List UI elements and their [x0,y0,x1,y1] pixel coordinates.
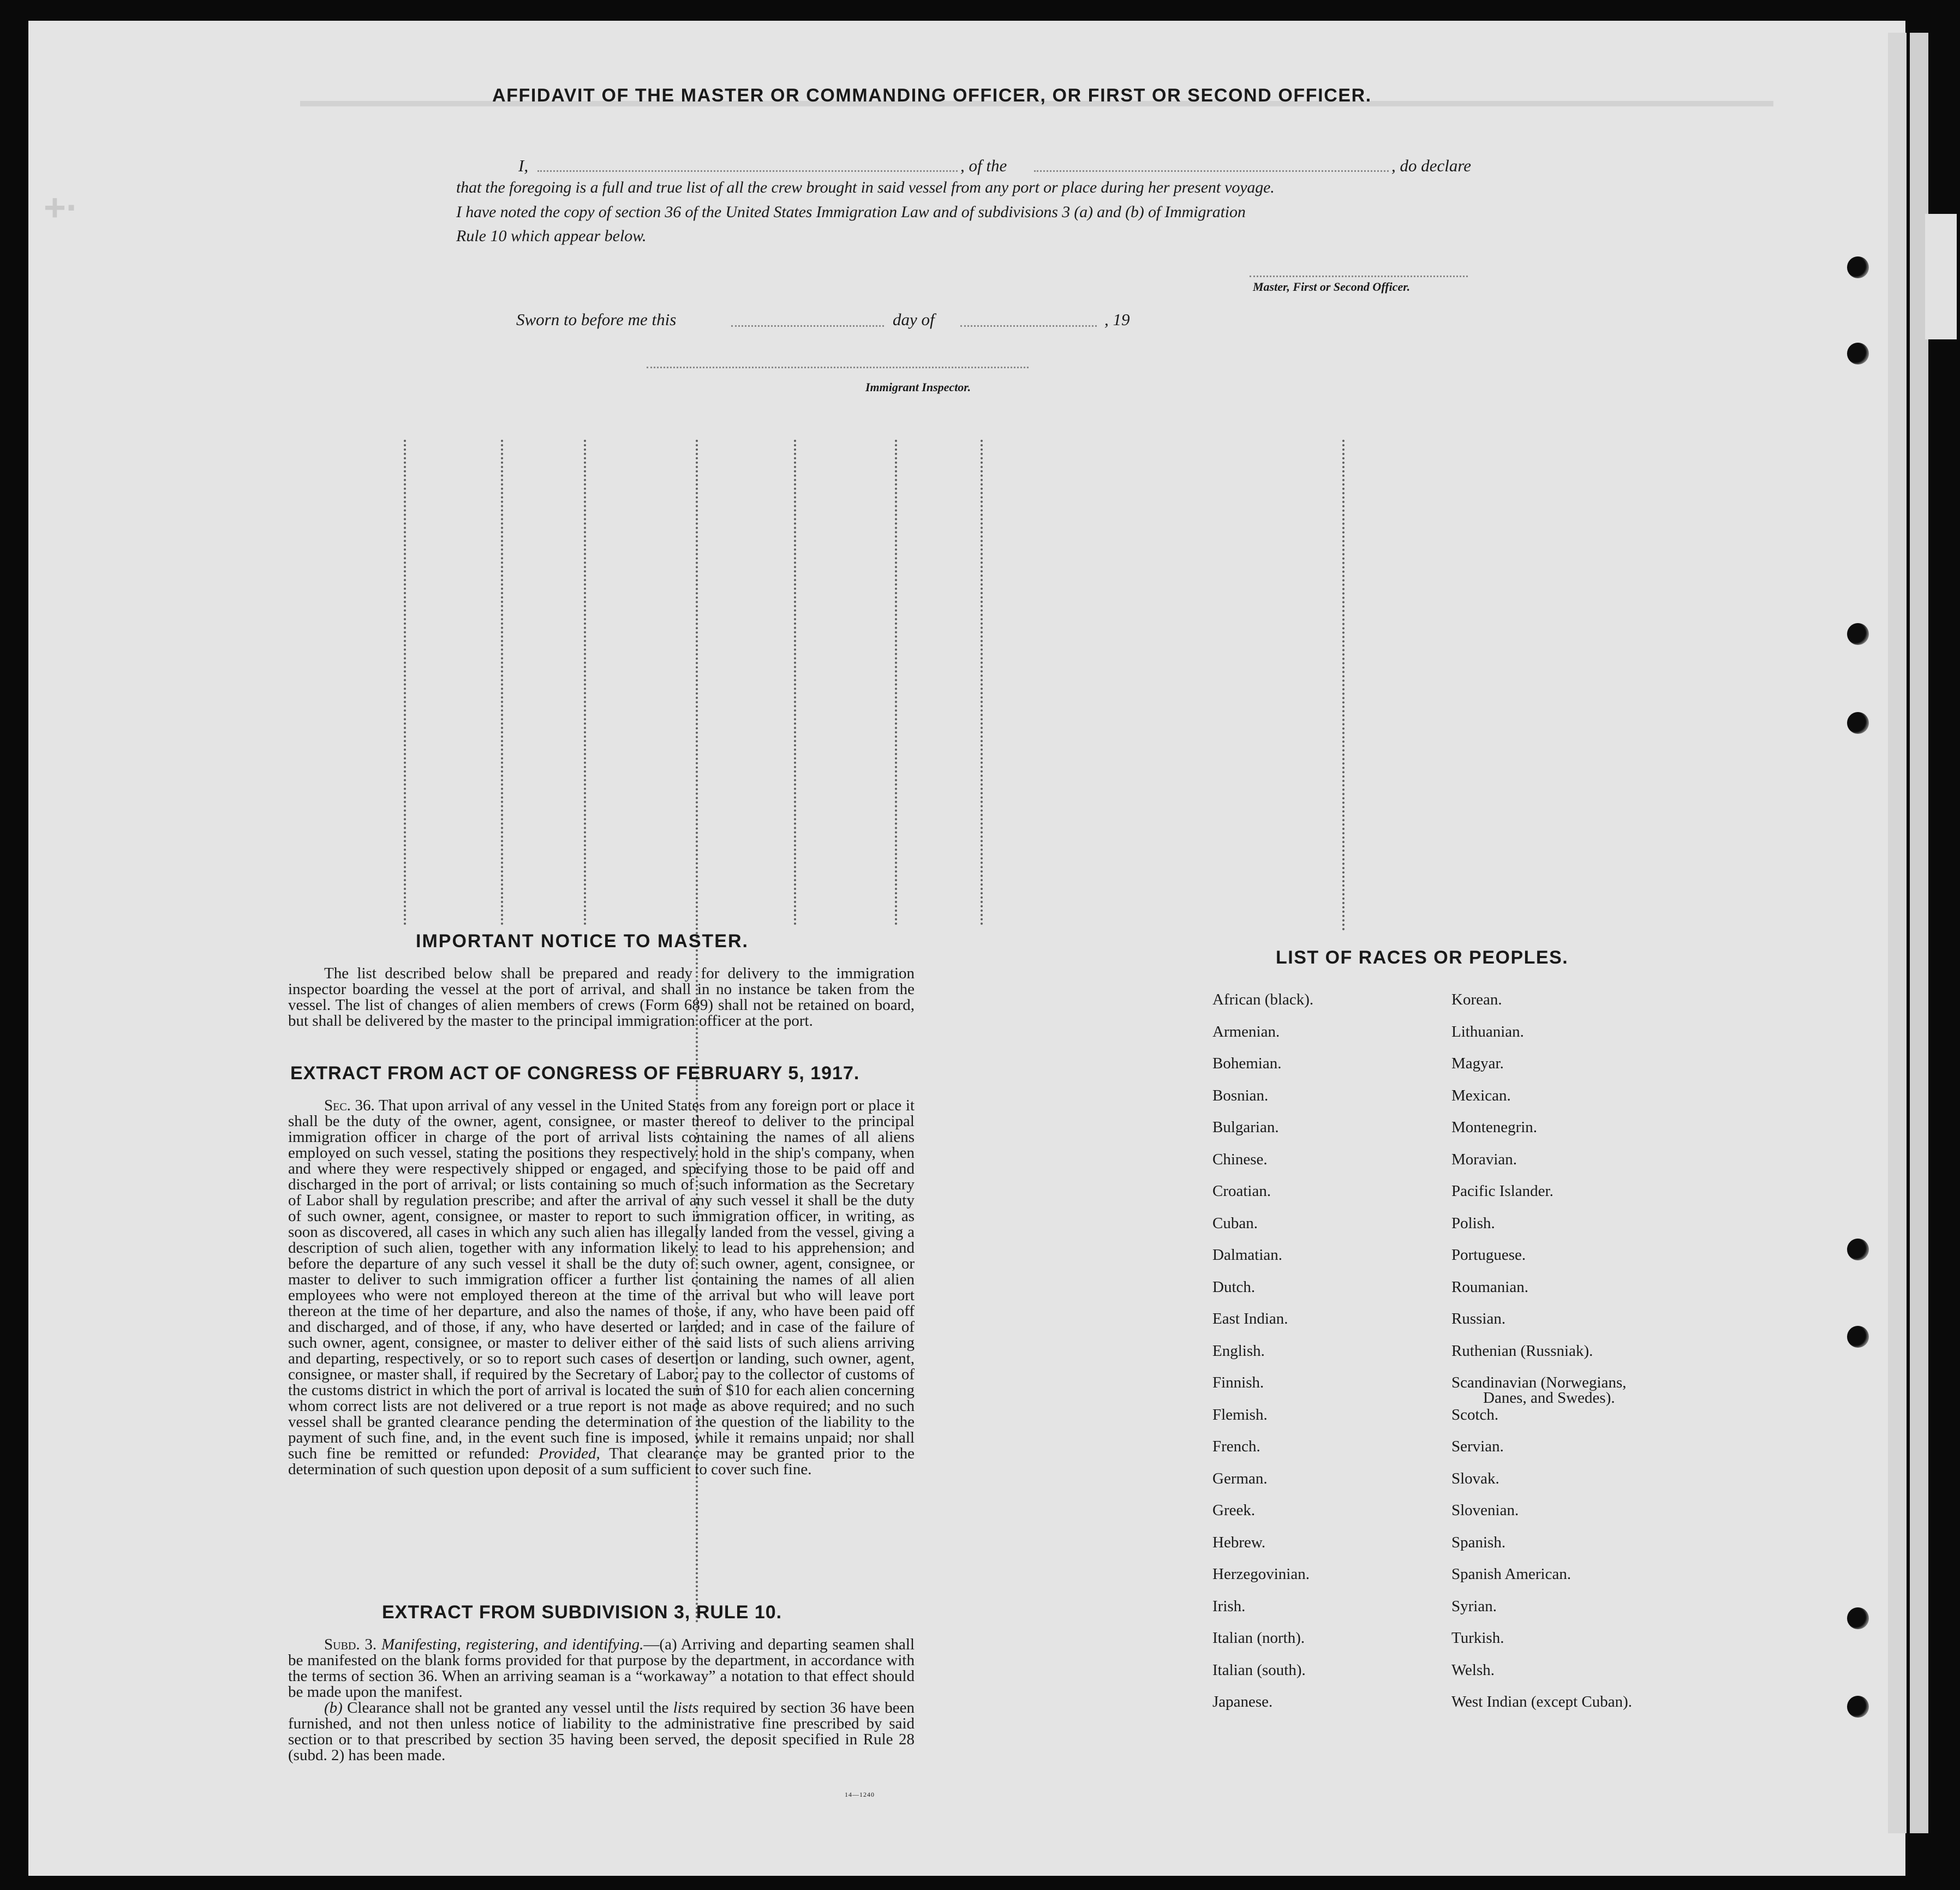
section-label: Sec. 36. [324,1097,375,1114]
notice-paragraph: The list described below shall be prepared and ready for delivery to the immigration inspector boarding the vessel at the port of arrival, and shall in no instance be taken from the vessel. The list of changes of alien members of crews (Form 689) shall not be retained on board, but shall be delivered by the master to the principal immigration officer at the port. [288,965,915,1030]
column-rule [1342,440,1344,931]
column-rule [501,440,503,925]
race-item: Finnish. [1212,1374,1264,1391]
race-item: Chinese. [1212,1150,1268,1168]
inspector-signature-field[interactable] [647,367,1029,368]
day-of-label: day of [893,310,935,329]
para-b-text-2: required by section 36 have been furnished, and not then unless notice of liability to the administrative fine prescribed by said section or to that prescribed by section 35 having been served, the deposit specified in Rule 28 (subd. 2) has been made. [288,1699,915,1764]
race-item: Flemish. [1212,1405,1268,1424]
sworn-day-field[interactable] [731,325,884,327]
rule-text [288,1637,915,1763]
of-the-label: , of the [960,156,1007,175]
form-number: 14—1240 [845,1791,875,1798]
race-item-line: Scandinavian (Norwegians, [1451,1374,1627,1391]
race-item: African (black). [1212,991,1314,1008]
races-left-column [1212,992,1313,1726]
race-item: Spanish. [1451,1533,1506,1551]
master-signature-field[interactable] [1250,276,1468,277]
punch-hole [1847,1696,1869,1718]
race-item: Dutch. [1212,1278,1256,1296]
affidavit-heading: AFFIDAVIT OF THE MASTER OR COMMANDING OFFICER, OR FIRST OR SECOND OFFICER. [492,85,1372,106]
race-item: Cuban. [1212,1214,1258,1232]
punch-hole [1847,1239,1869,1260]
page-tab [1925,214,1957,339]
para-b-lists: lists [673,1699,699,1716]
para-b-label: (b) [324,1699,343,1716]
rule-para-a: —(a) Arriving and departing seamen shall be manifested on the blank forms provided for that purpose by the department, in accordance with the terms of section 36. When an arriving seaman is a “workaway” a notation to that effect should be made upon the manifest. [288,1636,915,1701]
punch-hole [1847,256,1869,278]
race-item: Bosnian. [1212,1086,1269,1104]
sworn-month-field[interactable] [960,325,1097,327]
races-right-column [1451,992,1632,1726]
declarant-name-field[interactable] [537,170,958,172]
race-item: Bohemian. [1212,1055,1282,1072]
race-item: French. [1212,1438,1260,1455]
inspector-label: Immigrant Inspector. [865,380,971,394]
race-item: Roumanian. [1451,1278,1528,1296]
race-item: Turkish. [1451,1629,1504,1647]
punch-hole [1847,1607,1869,1629]
race-item: Bulgarian. [1212,1119,1279,1136]
page-edge-right [1888,33,1907,1833]
race-item-continuation: Danes, and Swedes). [1483,1389,1615,1407]
provided-word: Provided, [539,1445,600,1462]
race-item: Herzegovinian. [1212,1565,1310,1583]
race-item: West Indian (except Cuban). [1451,1693,1633,1710]
race-item: Lithuanian. [1451,1022,1524,1040]
race-item: Spanish American. [1451,1565,1571,1583]
punch-hole [1847,623,1869,645]
race-item: Hebrew. [1212,1533,1266,1551]
race-item: Croatian. [1212,1182,1271,1200]
race-item: Welsh. [1451,1661,1495,1679]
column-rule [981,440,983,925]
race-item: German. [1212,1469,1268,1487]
affidavit-line-2: that the foregoing is a full and true list of all the crew brought in said vessel from any port or place during her present voyage. [456,178,1275,196]
race-item: Scotch. [1451,1405,1499,1424]
declarant-prefix: I, [518,156,529,175]
affidavit-line-4: Rule 10 which appear below. [456,227,647,245]
column-rule [404,440,406,925]
punch-hole [1847,712,1869,734]
race-item: Italian (south). [1212,1661,1306,1679]
race-item: East Indian. [1212,1310,1288,1327]
para-b-text-1: Clearance shall not be granted any vessel until the [347,1699,669,1716]
race-item: Pacific Islander. [1451,1182,1553,1200]
column-rule [895,440,897,925]
race-item: Servian. [1451,1438,1504,1455]
subd-label: Subd. 3. [324,1636,377,1653]
race-item: Japanese. [1212,1693,1273,1710]
race-item: Ruthenian (Russniak). [1451,1342,1593,1360]
sworn-label: Sworn to before me this [516,310,677,329]
subd-title: Manifesting, registering, and identifying. [381,1636,644,1653]
race-item [1451,1375,1632,1407]
rule-paragraph-b [288,1700,915,1763]
race-item: Magyar. [1451,1055,1504,1072]
do-declare-label: , do declare [1391,156,1472,175]
act-paragraph [288,1098,915,1478]
rule-heading: EXTRACT FROM SUBDIVISION 3, RULE 10. [382,1602,782,1623]
race-item: Slovenian. [1451,1502,1519,1519]
race-item: Russian. [1451,1310,1506,1327]
bleed-through-mark: +· [44,186,79,229]
vessel-name-field[interactable] [1034,170,1389,172]
bleed-through-mark [300,101,1773,139]
race-item: Italian (north). [1212,1629,1305,1647]
races-heading: LIST OF RACES OR PEOPLES. [1276,947,1569,968]
race-item: Moravian. [1451,1150,1517,1168]
affidavit-line-3: I have noted the copy of section 36 of the United States Immigration Law and of subdivisions 3 (a) and (b) of Immigration [456,203,1246,221]
race-item: Slovak. [1451,1469,1499,1487]
race-item: Portuguese. [1451,1246,1526,1264]
punch-hole [1847,1326,1869,1348]
race-item: Mexican. [1451,1086,1511,1104]
race-item: Korean. [1451,991,1502,1008]
punch-hole [1847,343,1869,364]
act-body-end: That clearance may be granted prior to the determination of such question upon deposit of a sum sufficient to cover such fine. [288,1445,915,1478]
race-item: Syrian. [1451,1597,1497,1615]
act-text [288,1098,915,1478]
race-item: Greek. [1212,1502,1256,1519]
notice-heading: IMPORTANT NOTICE TO MASTER. [416,931,749,952]
race-item: Armenian. [1212,1022,1280,1040]
rule-paragraph-a [288,1637,915,1700]
race-item: English. [1212,1342,1265,1360]
race-item: Dalmatian. [1212,1246,1283,1264]
act-heading: EXTRACT FROM ACT OF CONGRESS OF FEBRUARY 5, 1917. [290,1063,860,1084]
master-signature-label: Master, First or Second Officer. [1253,280,1411,294]
column-rule [794,440,796,925]
notice-text [288,966,915,1029]
year-prefix-label: , 19 [1104,310,1130,329]
act-body: That upon arrival of any vessel in the United States from any foreign port or place it shall be the duty of the owner, agent, consignee, or master thereof to deliver to the principal immigration officer in charge of the port of arrival lists containing the names of all aliens employed on such vessel, stating the positions they respectively hold in the ship's company, when and where they were respectively shipped or engaged, and specifying those to be paid off and discharged in the port of arrival; or lists containing so much of such information as the Secretary of Labor shall by regulation prescribe; and after the arrival of any such vessel it shall be the duty of such owner, agent, consignee, or master to report to such immigration officer, in writing, as soon as discovered, all cases in which any such alien has illegally landed from the vessel, giving a description of such alien, together with any information likely to lead to his apprehension; and before the departure of any such vessel it shall be the duty of such owner, agent, consignee, or master to deliver to such immigration officer a further list containing the names of all alien employees who were not employed thereon at the time of the arrival but who will leave port thereon at the time of her departure, and also the names of those, if any, who have been paid off and discharged, and of those, if any, who have deserted or landed; and in case of the failure of such owner, agent, consignee, or master to deliver either of the said lists of such aliens arriving and departing, respectively, or so to report such cases of desertion or landing, such owner, agent, consignee, or master shall, if required by the Secretary of Labor, pay to the collector of customs of the customs district in which the port of arrival is located the sum of $10 for each alien concerning whom correct lists are not delivered or a true report is not made as above required; and no such vessel shall be granted clearance pending the determination of the question of the liability to the payment of such fine, and, in the event such fine is imposed, while it remains unpaid; nor shall such fine be remitted or refunded: [288,1097,915,1462]
race-item: Montenegrin. [1451,1119,1538,1136]
column-rule [584,440,586,925]
race-item: Polish. [1451,1214,1495,1232]
race-item: Irish. [1212,1597,1246,1615]
